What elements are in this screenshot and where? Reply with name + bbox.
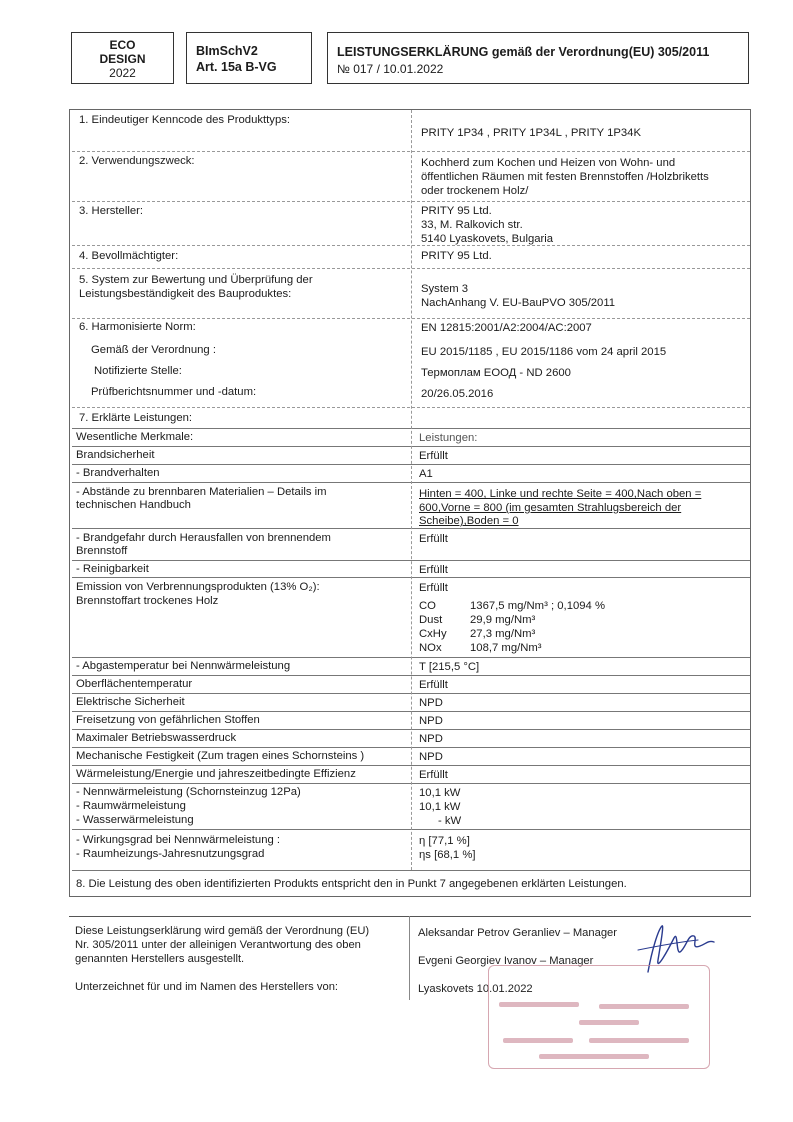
item-5-value: NachAnhang V. EU-BauPVO 305/2011 bbox=[421, 297, 616, 309]
eco-year: 2022 bbox=[109, 66, 136, 80]
surface-temp-label: Oberflächentemperatur bbox=[76, 678, 193, 690]
item-6-value: EN 12815:2001/A2:2004/AC:2007 bbox=[421, 322, 592, 334]
mechanical-strength-value: NPD bbox=[419, 751, 443, 763]
water-heat-label: - Wasserwärmeleistung bbox=[76, 814, 194, 826]
distances-label: technischen Handbuch bbox=[76, 499, 191, 511]
divider bbox=[72, 870, 750, 871]
ecodesign-box bbox=[71, 32, 174, 84]
item-5-label: 5. System zur Bewertung und Überprüfung der bbox=[79, 274, 313, 286]
mechanical-strength-label: Mechanische Festigkeit (Zum tragen eines Schornsteins ) bbox=[76, 750, 365, 762]
fuel-fall-label: Brennstoff bbox=[76, 545, 128, 557]
fire-safety-value: Erfüllt bbox=[419, 450, 448, 462]
bimschv-line1: BImSchV2 bbox=[196, 44, 258, 58]
emission-label: Emission von Verbrennungsprodukten (13% O₂): bbox=[76, 581, 320, 593]
fuel-type-label: Brennstoffart trockenes Holz bbox=[76, 595, 219, 607]
regulation-value: EU 2015/1185 , EU 2015/1186 vom 24 april 2015 bbox=[421, 346, 667, 358]
cleanability-label: - Reinigbarkeit bbox=[76, 563, 149, 575]
water-pressure-label: Maximaler Betriebswasserdruck bbox=[76, 732, 237, 744]
nominal-output-value: 10,1 kW bbox=[419, 787, 461, 799]
item-5-label: Leistungsbeständigkeit des Bauproduktes: bbox=[79, 288, 292, 300]
item-3-label: 3. Hersteller: bbox=[79, 205, 144, 217]
declaration-title-box bbox=[327, 32, 749, 84]
hazardous-substances-label: Freisetzung von gefährlichen Stoffen bbox=[76, 714, 260, 726]
signatory-1: Aleksandar Petrov Geranliev – Manager bbox=[418, 927, 617, 939]
notified-body-value: Термоплам ЕООД - ND 2600 bbox=[421, 367, 571, 379]
test-report-label: Prüfberichtsnummer und -datum: bbox=[91, 386, 257, 398]
column-divider bbox=[411, 110, 412, 870]
fire-behaviour-value: A1 bbox=[419, 468, 433, 480]
emission-nox-value: 108,7 mg/Nm³ bbox=[470, 642, 542, 654]
item-4-label: 4. Bevollmächtigter: bbox=[79, 250, 179, 262]
bimschv-line2: Art. 15a B-VG bbox=[196, 60, 277, 74]
hazardous-substances-value: NPD bbox=[419, 715, 443, 727]
signed-on-behalf: Unterzeichnet für und im Namen des Herstellers von: bbox=[75, 981, 339, 993]
emission-dust-value: 29,9 mg/Nm³ bbox=[470, 614, 536, 626]
water-heat-value: - kW bbox=[438, 815, 462, 827]
emission-co-name: CO bbox=[419, 600, 436, 612]
water-pressure-value: NPD bbox=[419, 733, 443, 745]
item-2-value: Kochherd zum Kochen und Heizen von Wohn- und bbox=[421, 157, 676, 169]
heat-output-label: Wärmeleistung/Energie und jahreszeitbedingte Effizienz bbox=[76, 768, 356, 780]
emission-nox-name: NOx bbox=[419, 642, 442, 654]
item-6-label: 6. Harmonisierte Norm: bbox=[79, 321, 196, 333]
company-stamp bbox=[488, 965, 710, 1069]
electrical-safety-value: NPD bbox=[419, 697, 443, 709]
signatory-2: Evgeni Georgiev Ivanov – Manager bbox=[418, 955, 594, 967]
footer-divider bbox=[69, 916, 751, 917]
fuel-fall-value: Erfüllt bbox=[419, 533, 448, 545]
emission-cxhy-value: 27,3 mg/Nm³ bbox=[470, 628, 536, 640]
bimschv-box bbox=[186, 32, 312, 84]
fuel-fall-label: - Brandgefahr durch Herausfallen von brennendem bbox=[76, 532, 331, 544]
nominal-output-label: - Nennwärmeleistung (Schornsteinzug 12Pa) bbox=[76, 786, 301, 798]
emission-co-value: 1367,5 mg/Nm³ ; 0,1094 % bbox=[470, 600, 606, 612]
item-5-value: System 3 bbox=[421, 283, 469, 295]
distances-value: 600,Vorne = 800 (im gesamten Strahlugsbereich der bbox=[419, 502, 682, 514]
test-report-value: 20/26.05.2016 bbox=[421, 388, 494, 400]
item-1-label: 1. Eindeutiger Kenncode des Produkttyps: bbox=[79, 114, 291, 126]
seasonal-efficiency-label: - Raumheizungs-Jahresnutzungsgrad bbox=[76, 848, 265, 860]
distances-value: Scheibe),Boden = 0 bbox=[419, 515, 519, 527]
notified-body-label: Notifizierte Stelle: bbox=[94, 365, 182, 377]
distances-value: Hinten = 400, Linke und rechte Seite = 400,Nach oben = bbox=[419, 488, 702, 500]
item-4-value: PRITY 95 Ltd. bbox=[421, 250, 492, 262]
item-2-label: 2. Verwendungszweck: bbox=[79, 155, 195, 167]
seasonal-efficiency-value: ηs [68,1 %] bbox=[419, 849, 476, 861]
footer-statement: Nr. 305/2011 unter der alleinigen Verantwortung des oben bbox=[75, 939, 361, 951]
flue-gas-temp-value: T [215,5 °C] bbox=[419, 661, 480, 673]
manufacturer-name: PRITY 95 Ltd. bbox=[421, 205, 492, 217]
item-2-value: öffentlichen Räumen mit festen Brennstoffen /Holzbriketts bbox=[421, 171, 709, 183]
document-number: № 017 / 10.01.2022 bbox=[337, 62, 444, 76]
footer-column-divider bbox=[409, 916, 410, 1000]
footer-statement: Diese Leistungserklärung wird gemäß der Verordnung (EU) bbox=[75, 925, 370, 937]
surface-temp-value: Erfüllt bbox=[419, 679, 448, 691]
footer-statement: genannten Herstellers ausgestellt. bbox=[75, 953, 245, 965]
manufacturer-street: 33, M. Ralkovich str. bbox=[421, 219, 523, 231]
column-header-performance: Leistungen: bbox=[419, 432, 478, 444]
eco-line2: DESIGN bbox=[99, 52, 146, 66]
item-7-label: 7. Erklärte Leistungen: bbox=[79, 412, 193, 424]
electrical-safety-label: Elektrische Sicherheit bbox=[76, 696, 185, 708]
regulation-label: Gemäß der Verordnung : bbox=[91, 344, 216, 356]
item-1-value: PRITY 1P34 , PRITY 1P34L , PRITY 1P34K bbox=[421, 127, 641, 139]
flue-gas-temp-label: - Abgastemperatur bei Nennwärmeleistung bbox=[76, 660, 291, 672]
manufacturer-city: 5140 Lyaskovets, Bulgaria bbox=[421, 233, 554, 245]
efficiency-value: η [77,1 %] bbox=[419, 835, 470, 847]
fire-behaviour-label: - Brandverhalten bbox=[76, 467, 160, 479]
document-title: LEISTUNGSERKLÄRUNG gemäß der Verordnung(EU) 305/2011 bbox=[337, 45, 710, 59]
emission-dust-name: Dust bbox=[419, 614, 443, 626]
item-2-value: oder trockenem Holz/ bbox=[421, 185, 529, 197]
cleanability-value: Erfüllt bbox=[419, 564, 448, 576]
efficiency-label: - Wirkungsgrad bei Nennwärmeleistung : bbox=[76, 834, 281, 846]
space-heat-label: - Raumwärmeleistung bbox=[76, 800, 186, 812]
emission-value: Erfüllt bbox=[419, 582, 448, 594]
distances-label: - Abstände zu brennbaren Materialien – Details im bbox=[76, 486, 327, 498]
emission-cxhy-name: CxHy bbox=[419, 628, 447, 640]
eco-line1: ECO bbox=[109, 38, 136, 52]
item-8-statement: 8. Die Leistung des oben identifizierten Produkts entspricht den in Punkt 7 angegebenen erklärten Leistungen. bbox=[76, 878, 627, 890]
heat-output-value: Erfüllt bbox=[419, 769, 448, 781]
space-heat-value: 10,1 kW bbox=[419, 801, 461, 813]
place-date: Lyaskovets 10.01.2022 bbox=[418, 983, 533, 995]
column-header-characteristics: Wesentliche Merkmale: bbox=[76, 431, 194, 443]
fire-safety-label: Brandsicherheit bbox=[76, 449, 155, 461]
